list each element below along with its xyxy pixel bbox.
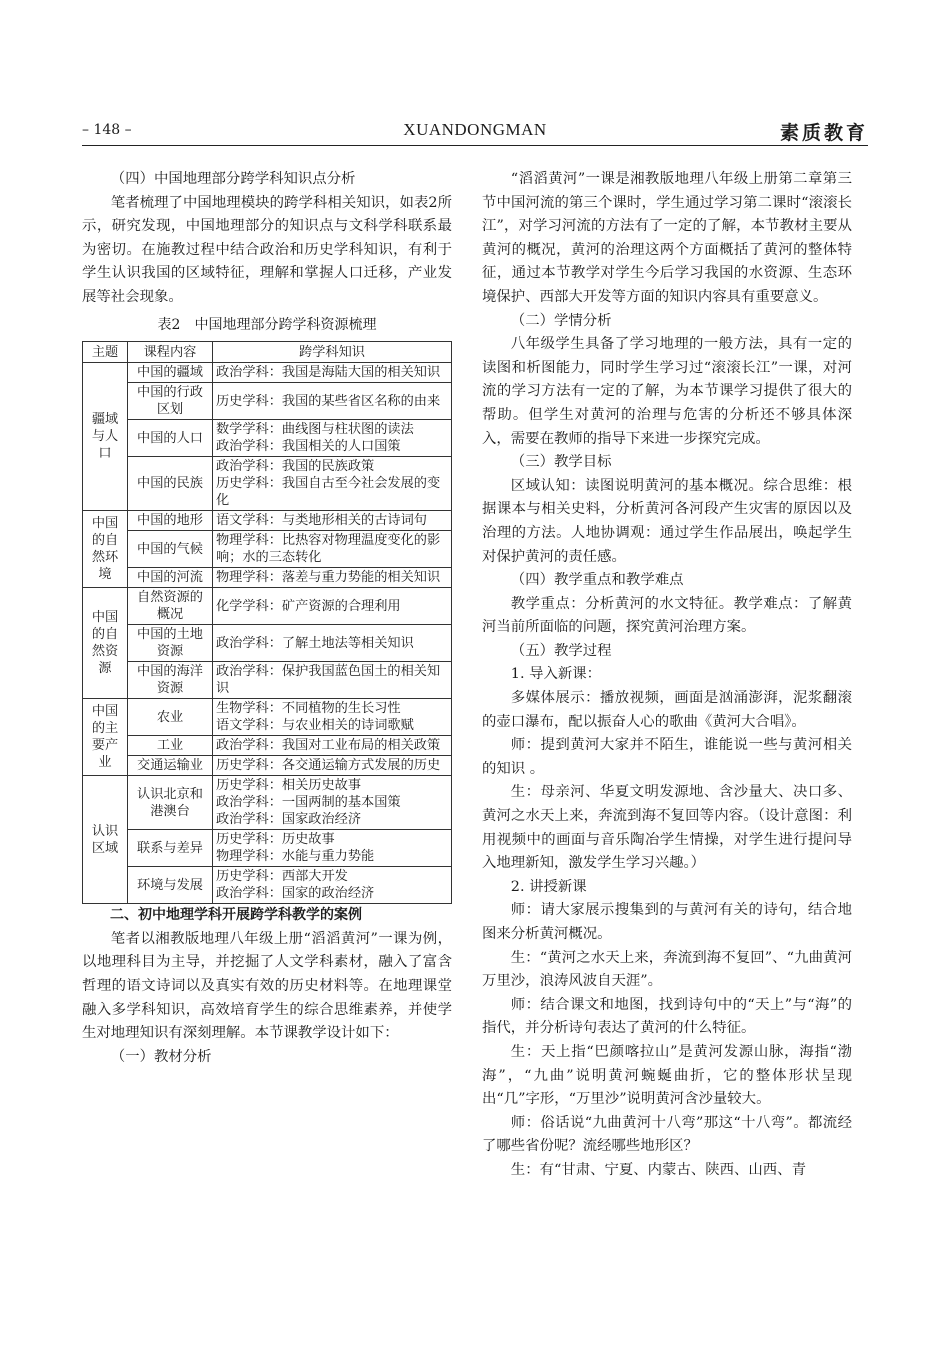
theme-cell: 认识区域	[83, 776, 128, 904]
knowledge-cell	[213, 830, 452, 867]
content-cell: 交通运输业	[128, 756, 213, 776]
table-row	[83, 699, 452, 736]
knowledge-line: 政治学科：我国相关的人口国策	[216, 439, 401, 455]
knowledge-cell	[213, 383, 452, 420]
content-cell: 工业	[128, 736, 213, 756]
knowledge-line: 历史学科：我国的某些省区名称的由来	[216, 393, 441, 409]
knowledge-cell	[213, 363, 452, 383]
paragraph: 生：有“甘肃、宁夏、内蒙古、陕西、山西、青	[510, 1161, 806, 1178]
paragraph-intro: 笔者梳理了中国地理模块的跨学科相关知识，如表2所示，研究发现，中国地理部分的知识点与文科学科联系最为密切。在施教过程中结合政治和历史学科知识，有利于学生认识我国的区域特征，理解和掌握人口迁移，产业发展等社会现象。	[82, 194, 452, 305]
table-row	[83, 662, 452, 699]
content-cell: 中国的疆域	[128, 363, 213, 383]
knowledge-cell	[213, 420, 452, 457]
knowledge-line: 政治学科：国家的政治经济	[216, 886, 375, 902]
knowledge-line: 语文学科：与农业相关的诗词歌赋	[216, 718, 414, 734]
page-number: – 148 –	[82, 122, 132, 138]
paragraph: 师：请大家展示搜集到的与黄河有关的诗句，结合地图来分析黄河概况。	[482, 902, 852, 942]
table-header-knowledge: 跨学科知识	[213, 342, 452, 363]
knowledge-line: 数学学科：曲线图与柱状图的读法	[216, 422, 414, 438]
knowledge-cell	[213, 531, 452, 568]
step-heading: 1. 导入新课：	[510, 666, 602, 683]
paragraph: 八年级学生具备了学习地理的一般方法，具有一定的读图和析图能力，同时学生学习过“滚滚长江”一课，对河流的学习方法有一定的了解，为本节课学习提供了很大的帮助。但学生对黄河的治理与危害的分析还不够具体深入，需要在教师的指导下来进一步探究完成。	[482, 336, 852, 447]
content-cell: 中国的人口	[128, 420, 213, 457]
table-row	[83, 383, 452, 420]
theme-cell: 中国的自然资源	[83, 588, 128, 699]
knowledge-line: 政治学科：一国两制的基本国策	[216, 795, 401, 811]
content-cell: 联系与差异	[128, 830, 213, 867]
resource-table	[82, 341, 452, 904]
knowledge-line: 政治学科：我国的民族政策	[216, 459, 375, 475]
knowledge-line: 政治学科：国家政治经济	[216, 812, 362, 828]
subheading-4: （四）中国地理部分跨学科知识点分析	[110, 171, 356, 187]
header-rule	[82, 145, 868, 146]
content-cell: 中国的地形	[128, 511, 213, 531]
content-cell: 中国的行政区划	[128, 383, 213, 420]
theme-cell: 中国的自然环境	[83, 511, 128, 588]
table-header-theme: 主题	[83, 342, 128, 363]
knowledge-cell	[213, 867, 452, 904]
section-heading-2: 二、初中地理学科开展跨学科教学的案例	[110, 907, 362, 924]
right-column	[482, 168, 852, 1183]
step-heading: 2. 讲授新课	[510, 878, 587, 895]
paragraph: 生：天上指“巴颜喀拉山”是黄河发源山脉，海指“渤海”，“九曲”说明黄河蜿蜒曲折，它的整体形状呈现出“几”字形，“万里沙”说明黄河含沙量较大。	[482, 1043, 852, 1108]
knowledge-line: 政治学科：保护我国蓝色国土的相关知识	[216, 664, 441, 697]
content-cell: 中国的气候	[128, 531, 213, 568]
knowledge-cell	[213, 568, 452, 588]
knowledge-line: 历史学科：西部大开发	[216, 869, 348, 885]
content-cell: 农业	[128, 699, 213, 736]
knowledge-line: 化学学科：矿产资源的合理利用	[216, 598, 401, 614]
paragraph: 区域认知：读图说明黄河的基本概况。综合思维：根据课本与相关史料，分析黄河各河段产生灾害的原因以及治理的方法。人地协调观：通过学生作品展出，唤起学生对保护黄河的责任感。	[482, 477, 852, 565]
knowledge-line: 历史学科：相关历史故事	[216, 778, 362, 794]
knowledge-line: 政治学科：了解土地法等相关知识	[216, 635, 414, 651]
knowledge-line: 政治学科：我国是海陆大国的相关知识	[216, 365, 441, 381]
theme-cell: 中国的主要产业	[83, 699, 128, 776]
table-row	[83, 568, 452, 588]
knowledge-line: 生物学科：不同植物的生长习性	[216, 701, 401, 717]
paragraph: 生：“黄河之水天上来，奔流到海不复回”、“九曲黄河万里沙，浪涛风波自天涯”。	[482, 949, 852, 990]
table-caption: 表2 中国地理部分跨学科资源梳理	[157, 316, 377, 333]
table-row	[83, 830, 452, 867]
knowledge-line: 历史学科：各交通运输方式发展的历史	[216, 758, 441, 774]
theme-cell: 疆域与人口	[83, 363, 128, 511]
knowledge-cell	[213, 662, 452, 699]
knowledge-cell	[213, 625, 452, 662]
subheading-1: （一）教材分析	[110, 1048, 212, 1065]
page-header	[82, 118, 868, 144]
paragraph: 生：母亲河、华夏文明发源地、含沙量大、决口多、黄河之水天上来，奔流到海不复回等内容。（设计意图：利用视频中的画面与音乐陶冶学生情操，对学生进行提问导入地理新知，激发学生学习兴趣。）	[482, 784, 852, 872]
content-cell: 环境与发展	[128, 867, 213, 904]
subheading: （二）学情分析	[510, 312, 612, 329]
section-title: 素质教育	[779, 122, 868, 144]
knowledge-cell	[213, 756, 452, 776]
knowledge-line: 历史学科：我国自古至今社会发展的变化	[216, 476, 441, 509]
table-row	[83, 776, 452, 830]
left-column	[82, 168, 452, 1069]
knowledge-cell	[213, 588, 452, 625]
subheading: （三）教学目标	[510, 454, 612, 471]
subheading: （四）教学重点和教学难点	[510, 572, 684, 589]
knowledge-cell	[213, 457, 452, 511]
table-row	[83, 867, 452, 904]
knowledge-cell	[213, 736, 452, 756]
paragraph: 多媒体展示：播放视频，画面是汹涌澎湃，泥浆翻滚的壶口瀑布，配以振奋人心的歌曲《黄河大合唱》。	[482, 690, 852, 730]
table-row	[83, 756, 452, 776]
content-cell: 中国的海洋资源	[128, 662, 213, 699]
table-header-content: 课程内容	[128, 342, 213, 363]
knowledge-cell	[213, 776, 452, 830]
content-cell: 中国的民族	[128, 457, 213, 511]
knowledge-cell	[213, 511, 452, 531]
knowledge-line: 物理学科：水能与重力势能	[216, 849, 375, 865]
content-cell: 自然资源的概况	[128, 588, 213, 625]
content-cell: 中国的河流	[128, 568, 213, 588]
magazine-title: XUANDONGMAN	[403, 120, 547, 139]
knowledge-line: 物理学科：落差与重力势能的相关知识	[216, 570, 441, 586]
knowledge-cell	[213, 699, 452, 736]
table-row	[83, 625, 452, 662]
paragraph: 教学重点：分析黄河的水文特征。教学难点：了解黄河当前所面临的问题，探究黄河治理方案。	[482, 595, 852, 636]
paragraph: 师：俗话说“九曲黄河十八弯”那这“十八弯”。都流经了哪些省份呢？流经哪些地形区？	[482, 1114, 852, 1155]
table-row	[83, 511, 452, 531]
knowledge-line: 物理学科：比热容对物理温度变化的影响；水的三态转化	[216, 533, 441, 566]
table-row	[83, 588, 452, 625]
table-header-row	[83, 342, 452, 363]
knowledge-line: 政治学科：我国对工业布局的相关政策	[216, 738, 441, 754]
content-cell: 认识北京和港澳台	[128, 776, 213, 830]
knowledge-line: 历史学科：历史故事	[216, 832, 335, 848]
table-row	[83, 420, 452, 457]
table-row	[83, 457, 452, 511]
knowledge-line: 语文学科：与类地形相关的古诗词句	[216, 513, 427, 529]
paragraph-case: 笔者以湘教版地理八年级上册“滔滔黄河”一课为例，以地理科目为主导，并挖掘了人文学科素材，融入了富含哲理的语文诗词以及真实有效的历史材料等。在地理课堂融入多学科知识，高效培育学生的综合思维素养，并使学生对地理知识有深刻理解。本节课教学设计如下：	[82, 930, 452, 1042]
table-row	[83, 531, 452, 568]
table-row	[83, 363, 452, 383]
paragraph: 师：结合课文和地图，找到诗句中的“天上”与“海”的指代，并分析诗句表达了黄河的什么特征。	[482, 996, 852, 1037]
subheading: （五）教学过程	[510, 642, 612, 659]
paragraph: “滔滔黄河”一课是湘教版地理八年级上册第二章第三节中国河流的第三个课时，学生通过学习第二课时“滚滚长江”，对学习河流的方法有了一定的了解，本节教材主要从黄河的概况，黄河的治理这两个方面概括了黄河的整体特征，通过本节教学对学生今后学习我国的水资源、生态环境保护、西部大开发等方面的知识内容具有重要意义。	[482, 171, 852, 305]
table-row	[83, 736, 452, 756]
paragraph: 师：提到黄河大家并不陌生，谁能说一些与黄河相关的知识 。	[482, 737, 852, 777]
content-cell: 中国的土地资源	[128, 625, 213, 662]
